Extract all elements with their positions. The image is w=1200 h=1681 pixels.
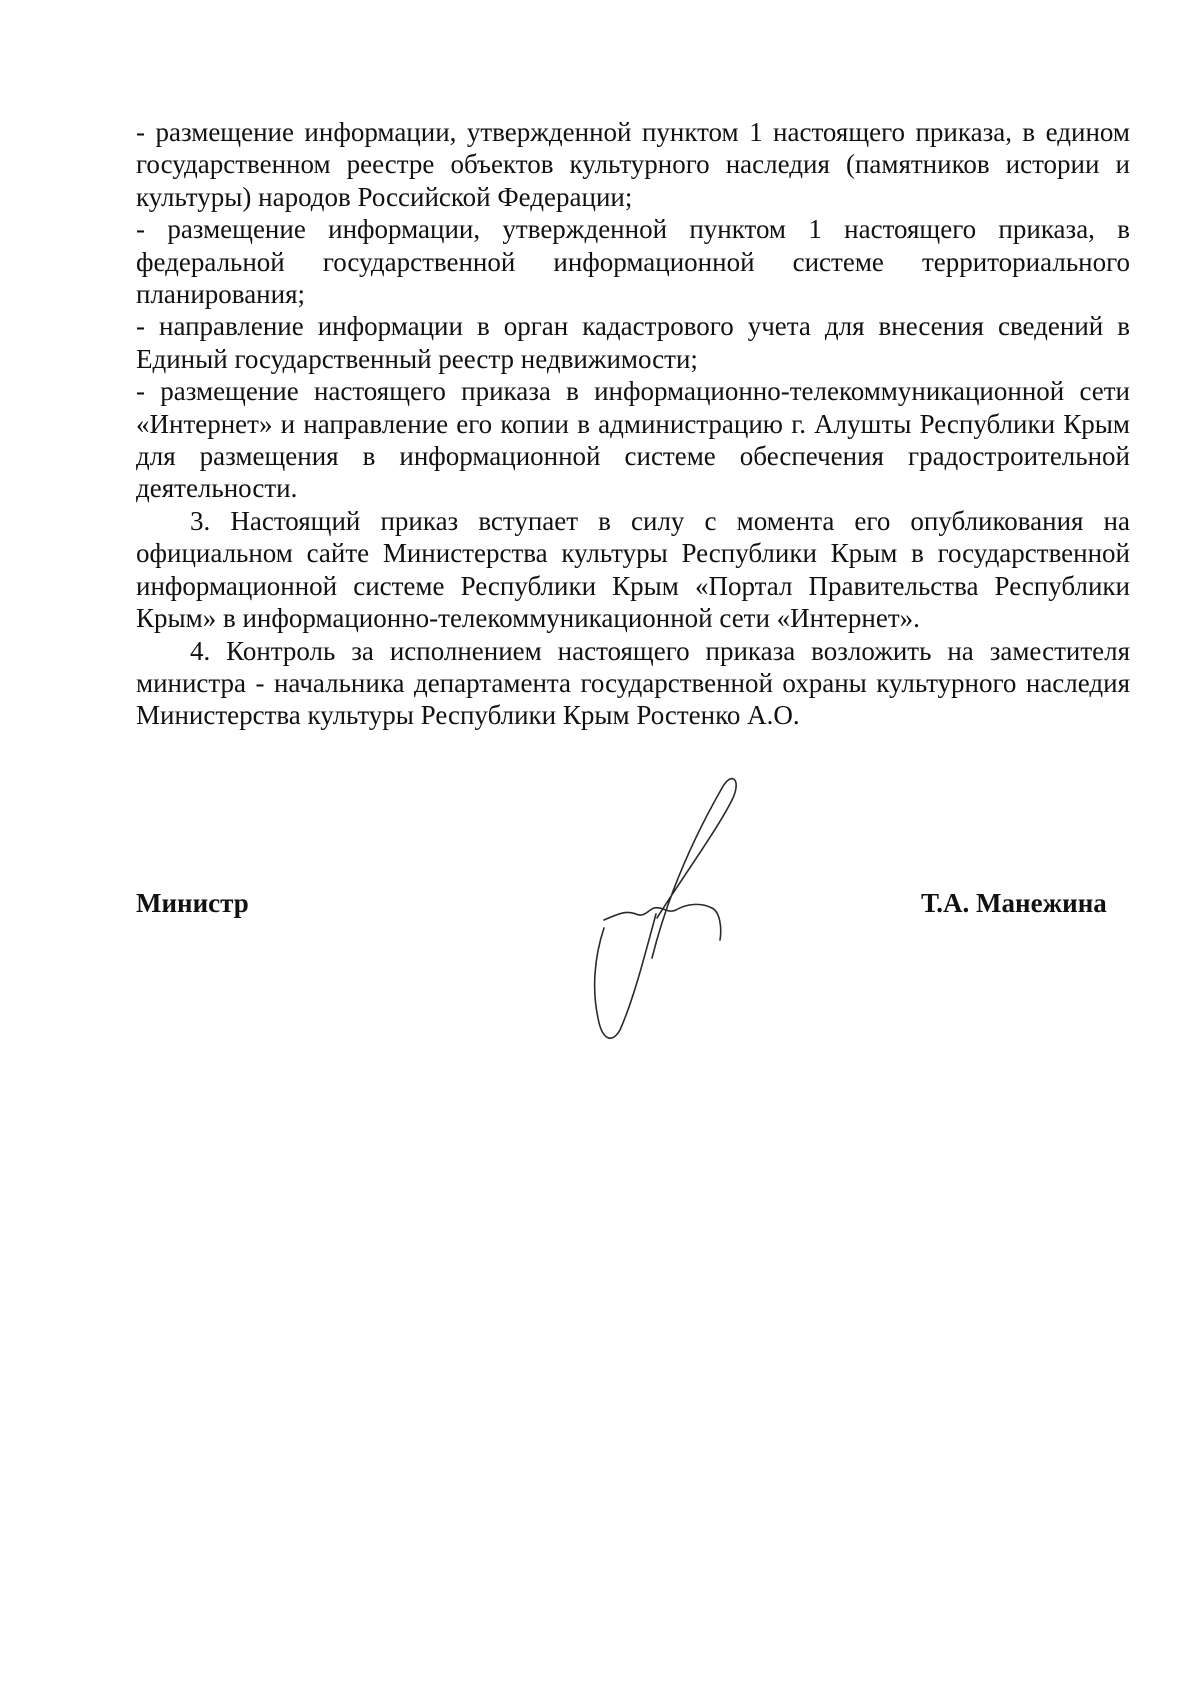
signatory-title: Министр	[136, 888, 249, 918]
paragraph-bullet-registry: - размещение информации, утвержденной пунктом 1 настоящего приказа, в едином государственном реестре объектов культурного наследия (памятников истории и культуры) народов Российской Федерации;	[136, 117, 1130, 212]
paragraph-item-4: 4. Контроль за исполнением настоящего приказа возложить на заместителя министра - начальника департамента государственной охраны культурного наследия Министерства культуры Республики Крым Ростенко А.О.	[136, 635, 1130, 731]
paragraph-item-3: 3. Настоящий приказ вступает в силу с момента его опубликования на официальном сайте Министерства культуры Республики Крым в государственной информационной системе Республики Крым «Портал Правительства Республики Крым» в информационно-телекоммуникационной сети «Интернет».	[136, 505, 1130, 634]
paragraph-bullet-internet-publication: - размещение настоящего приказа в информационно-телекоммуникационной сети «Интернет» и направление его копии в администрацию г. Алушты Республики Крым для размещения в информационной системе обеспечения градостроительной деятельности.	[136, 376, 1130, 504]
document-body	[136, 116, 1130, 732]
signatory-name: Т.А. Манежина	[921, 888, 1107, 918]
paragraph-bullet-planning-system: - размещение информации, утвержденной пунктом 1 настоящего приказа, в федеральной государственной информационной системе территориального планирования;	[136, 214, 1130, 310]
paragraph-bullet-cadastral: - направление информации в орган кадастрового учета для внесения сведений в Единый государственный реестр недвижимости;	[136, 311, 1130, 374]
handwritten-signature	[582, 768, 742, 1048]
